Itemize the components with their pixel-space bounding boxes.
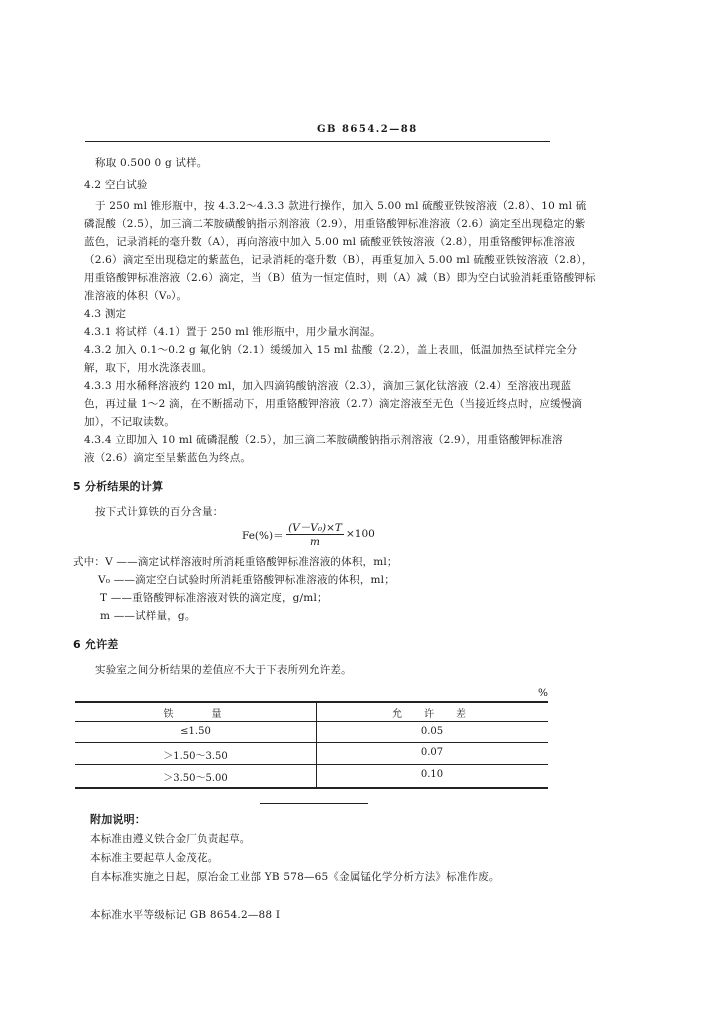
body-line: 蓝色，记录消耗的毫升数（A），再向溶液中加入 5.00 ml 硫酸亚铁铵溶液（2.8），用重铬酸钾标准溶液	[84, 236, 576, 248]
notes-line: 本标准由遵义铁合金厂负责起草。	[90, 833, 251, 845]
table-cell: 0.07	[420, 747, 444, 758]
formula	[242, 520, 402, 550]
table-cell: 0.05	[420, 726, 444, 737]
body-line: 准溶液的体积（V₀）。	[84, 290, 188, 302]
standard-header: GB 8654.2—88	[317, 124, 418, 135]
notes-line: 本标准主要起草人金茂花。	[90, 852, 219, 864]
body-line: 4.3.3 用水稀释溶液约 120 ml，加入四滴钨酸钠溶液（2.3），滴加三氯化钛溶液（2.4）至溶液出现蓝	[84, 380, 572, 392]
table-rule	[75, 764, 548, 765]
formula-denominator: m	[310, 536, 320, 548]
table-unit: %	[538, 687, 549, 699]
table-cell: ＞1.50～3.50	[163, 751, 228, 762]
section-heading: 6 允许差	[73, 638, 119, 651]
body-line: 磷混酸（2.5），加三滴二苯胺磺酸钠指示剂溶液（2.9），用重铬酸钾标准溶液（2.6）滴定至出现稳定的紫	[84, 218, 586, 230]
body-line: 4.3.1 将试样（4.1）置于 250 ml 锥形瓶中，用少量水润湿。	[84, 326, 381, 338]
table-rule	[75, 721, 548, 722]
body-line: 解，取下，用水洗涤表皿。	[84, 362, 213, 374]
body-line: 加），不记取读数。	[84, 416, 176, 428]
body-line: 于 250 ml 锥形瓶中，按 4.3.2～4.3.3 款进行操作，加入 5.00 ml 硫酸亚铁铵溶液（2.8）、10 ml 硫	[95, 200, 587, 212]
table-bottom-rule	[75, 787, 548, 789]
section-intro: 实验室之间分析结果的差值应不大于下表所列允许差。	[95, 664, 352, 676]
table-header-iron: 铁 量	[163, 709, 228, 720]
section-heading: 5 分析结果的计算	[73, 480, 164, 493]
body-line: 液（2.6）滴定至呈紫蓝色为终点。	[84, 452, 252, 464]
section-separator	[260, 803, 368, 804]
formula-multiplier: ×100	[346, 528, 375, 540]
body-line: 用重铬酸钾标准溶液（2.6）滴定，当（B）值为一恒定值时，则（A）减（B）即为空白试验消耗重铬酸钾标	[84, 272, 596, 284]
formula-lhs: Fe(%)＝	[242, 530, 284, 542]
body-line: 4.3.4 立即加入 10 ml 硫磷混酸（2.5），加三滴二苯胺磺酸钠指示剂溶液（2.9），用重铬酸钾标准溶	[84, 434, 563, 446]
subsection-heading: 4.2 空白试验	[84, 179, 148, 191]
table-cell: ＞3.50～5.00	[163, 773, 228, 784]
variable-definition: 式中：V ——滴定试样溶液时所消耗重铬酸钾标准溶液的体积，ml；	[73, 556, 398, 568]
body-line: 4.3.2 加入 0.1～0.2 g 氟化钠（2.1）缓缓加入 15 ml 盐酸（2.2），盖上表皿，低温加热至试样完全分	[84, 344, 578, 356]
formula-numerator: (V－V₀)×T	[288, 522, 342, 534]
footer-grade-mark: 本标准水平等级标记 GB 8654.2—88 I	[90, 909, 281, 921]
variable-definition: V₀ ——滴定空白试验时所消耗重铬酸钾标准溶液的体积，ml；	[98, 574, 395, 586]
section-intro: 按下式计算铁的百分含量：	[95, 506, 224, 518]
body-line: 色，再过量 1～2 滴，在不断摇动下，用重铬酸钾溶液（2.7）滴定溶液至无色（当接近终点时，应缓慢滴	[84, 398, 583, 410]
notes-title: 附加说明：	[90, 813, 146, 826]
fraction-bar	[286, 534, 344, 535]
header-rule	[85, 141, 550, 142]
table-cell: ≤1.50	[180, 726, 211, 737]
table-cell: 0.10	[420, 769, 444, 780]
variable-definition: T ——重铬酸钾标准溶液对铁的滴定度，g/ml；	[100, 592, 328, 604]
table-top-rule	[75, 701, 548, 703]
table-header-tolerance: 允 许 差	[392, 709, 472, 720]
table-rule	[75, 742, 548, 743]
variable-definition: m ——试样量，g。	[100, 610, 196, 622]
body-line: （2.6）滴定至出现稳定的紫蓝色，记录消耗的毫升数（B），再重复加入 5.00 ml 硫酸亚铁铵溶液（2.8），	[84, 254, 593, 266]
notes-line: 自本标准实施之日起，原冶金工业部 YB 578—65《金属锰化学分析方法》标准作废。	[90, 871, 500, 883]
body-line: 称取 0.500 0 g 试样。	[95, 157, 208, 169]
subsection-heading: 4.3 测定	[84, 308, 127, 320]
